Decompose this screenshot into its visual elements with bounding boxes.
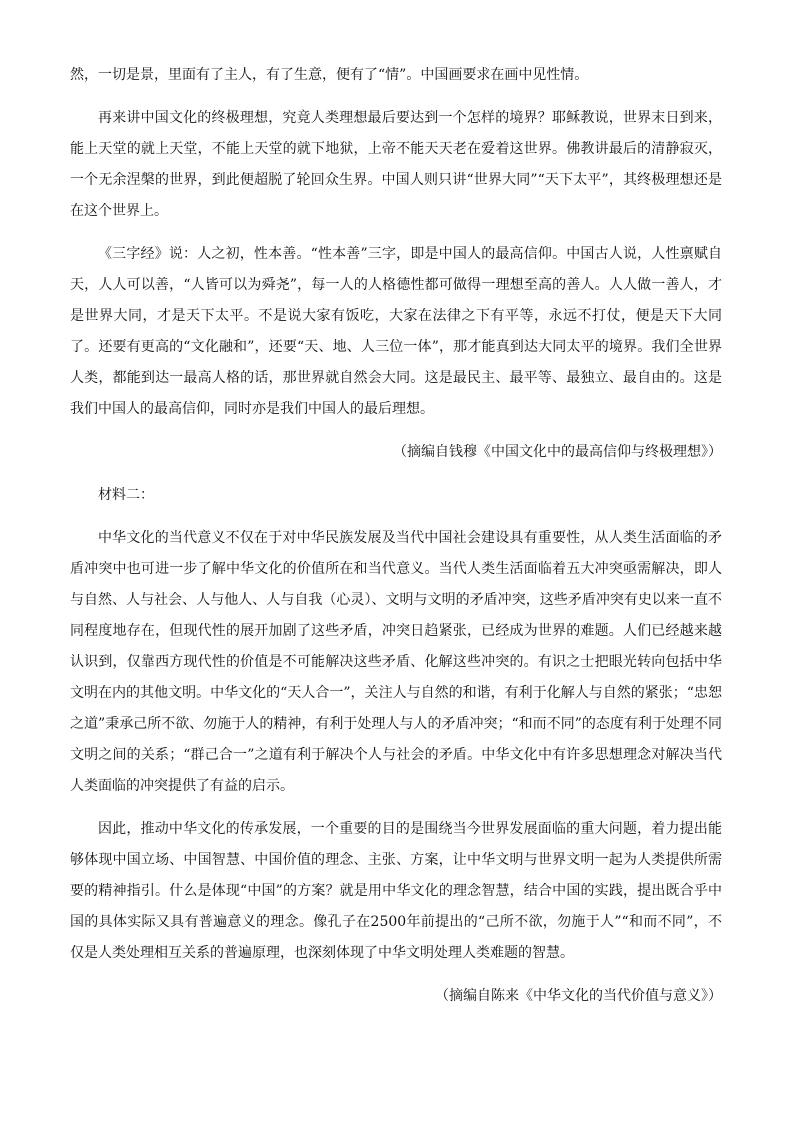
paragraph-continuation: 然，一切是景，里面有了主人，有了生意，便有了“情”。中国画要求在画中见性情。 — [70, 67, 589, 83]
source-citation-1: （摘编自钱穆《中国文化中的最高信仰与终极理想》） — [393, 444, 722, 460]
paragraph-ultimate-ideal: 再来讲中国文化的终极理想，究竟人类理想最后要达到一个怎样的境界？耶稣教说，世界末日到来，能上天堂的就上天堂，不能上天堂的就下地狱，上帝不能天天老在爱着这世界。佛教讲最后的清静寂灭，一个无余涅槃的世界，到此便超脱了轮回众生界。中国人则只讲“世界大同”“天下太平”，其终极理想还是在这个世界上。 — [70, 110, 722, 219]
paragraph-contemporary-significance: 中华文化的当代意义不仅在于对中华民族发展及当代中国社会建设具有重要性，从人类生活面临的矛盾冲突中也可进一步了解中华文化的价值所在和当代意义。当代人类生活面临着五大冲突亟需解决，即人与自然、人与社会、人与他人、人与自我（心灵）、文明与文明的矛盾冲突，这些矛盾冲突有史以来一直不同程度地存在，但现代性的展开加剧了这些矛盾，冲突日趋紧张，已经成为世界的难题。人们已经越来越认识到，仅靠西方现代性的价值是不可能解决这些矛盾、化解这些冲突的。有识之士把眼光转向包括中华文明在内的其他文明。中华文化的“天人合一”，关注人与自然的和谐，有利于化解人与自然的紧张；“忠恕之道”秉承己所不欲、勿施于人的精神，有利于处理人与人的矛盾冲突；“和而不同”的态度有利于处理不同文明之间的关系；“群己合一”之道有利于解决个人与社会的矛盾。中华文化中有许多思想理念对解决当代人类面临的冲突提供了有益的启示。 — [70, 530, 722, 794]
paragraph-chinese-solution: 因此，推动中华文化的传承发展，一个重要的目的是围绕当今世界发展面临的重大问题，着力提出能够体现中国立场、中国智慧、中国价值的理念、主张、方案，让中华文明与世界文明一起为人类提供所需要的精神指引。什么是体现“中国”的方案？就是用中华文化的理念智慧，结合中国的实践，提出既合乎中国的具体实际又具有普遍意义的理念。像孔子在2500年前提出的“己所不欲，勿施于人”“和而不同”，不仅是人类处理相互关系的普遍原理，也深刻体现了中华文明处理人类难题的智慧。 — [70, 821, 722, 961]
document-body — [70, 60, 722, 1012]
paragraph-three-character-classic: 《三字经》说：人之初，性本善。“性本善”三字，即是中国人的最高信仰。中国古人说，人性禀赋自天，人人可以善，“人皆可以为舜尧”，每一人的人格德性都可做得一理想至高的善人。人人做一善人，才是世界大同，才是天下太平。不是说大家有饭吃，大家在法律之下有平等，永远不打仗，便是天下大同了。还要有更高的“文化融和”，还要“天、地、人三位一体”，那才能真到达大同太平的境界。我们全世界人类，都能到达一最高人格的话，那世界就自然会大同。这是最民主、最平等、最独立、最自由的。这是我们中国人的最高信仰，同时亦是我们中国人的最后理想。 — [70, 246, 722, 417]
material-two-label: 材料二： — [98, 487, 154, 503]
source-citation-2: （摘编自陈来《中华文化的当代价值与意义》） — [435, 988, 722, 1004]
